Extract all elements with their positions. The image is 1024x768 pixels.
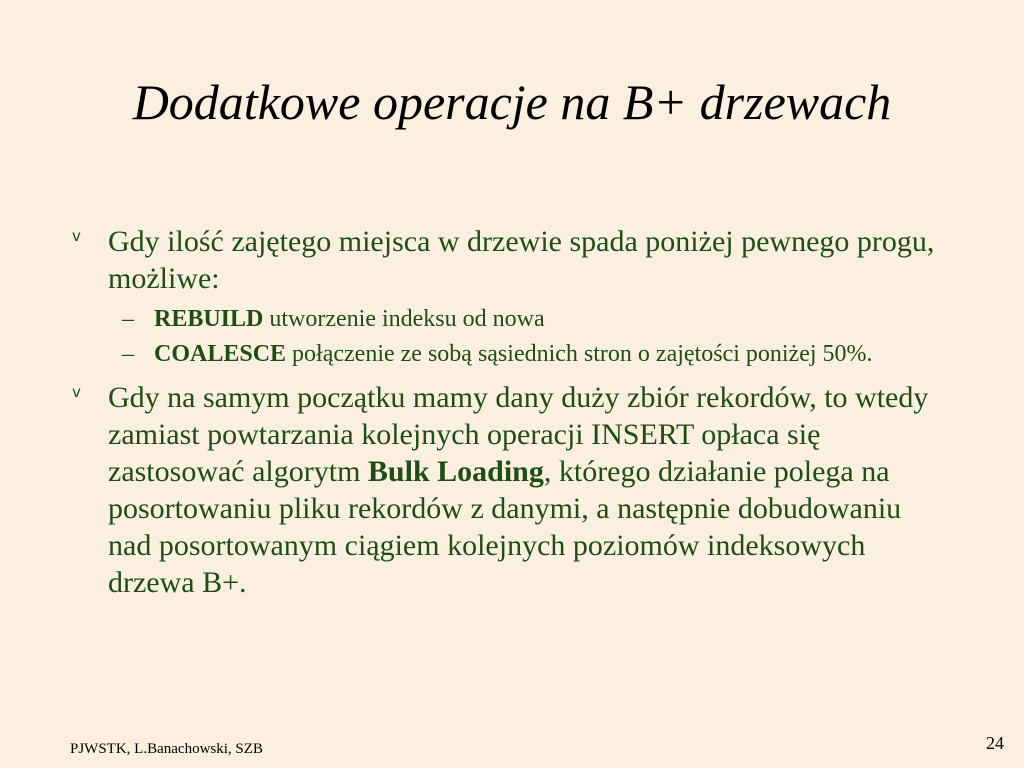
slide-title: Dodatkowe operacje na B+ drzewach (132, 74, 892, 130)
bullet-item-1 (70, 223, 950, 297)
sub-dash: – (122, 306, 134, 332)
bullet-text-after: , którego działanie polega na posortowaniu pliku rekordów z danymi, a następnie dobudowaniu nad posortowanym ciągiem kolejnych poziomów indeksowych drzewa B+. (108, 455, 902, 599)
bullet-marker: v (72, 227, 81, 245)
sub-text: utworzenie indeksu od nowa (263, 306, 545, 332)
sub-text: połączenie ze sobą sąsiednich stron o zajętości poniżej 50%. (286, 341, 873, 367)
bullet-text: Gdy ilość zajętego miejsca w drzewie spada poniżej pewnego progu, możliwe: (108, 225, 935, 295)
page-number: 24 (986, 733, 1004, 753)
bullet-bold-term: Bulk Loading (367, 455, 544, 488)
slide-content (70, 223, 950, 601)
sub-item-coalesce (70, 339, 950, 370)
footer-credits: PJWSTK, L.Banachowski, SZB (70, 741, 263, 757)
sub-item-rebuild (70, 304, 950, 335)
sub-dash: – (122, 341, 134, 367)
sub-bold-term: COALESCE (154, 341, 287, 367)
sub-bold-term: REBUILD (154, 306, 264, 332)
bullet-marker: v (72, 383, 81, 401)
bullet-item-2 (70, 379, 950, 601)
bullet-text-before: Gdy na samym początku mamy dany duży zbiór rekordów, to wtedy zamiast powtarzania kolejnych operacji INSERT opłaca się zastosować algorytm (108, 381, 929, 488)
